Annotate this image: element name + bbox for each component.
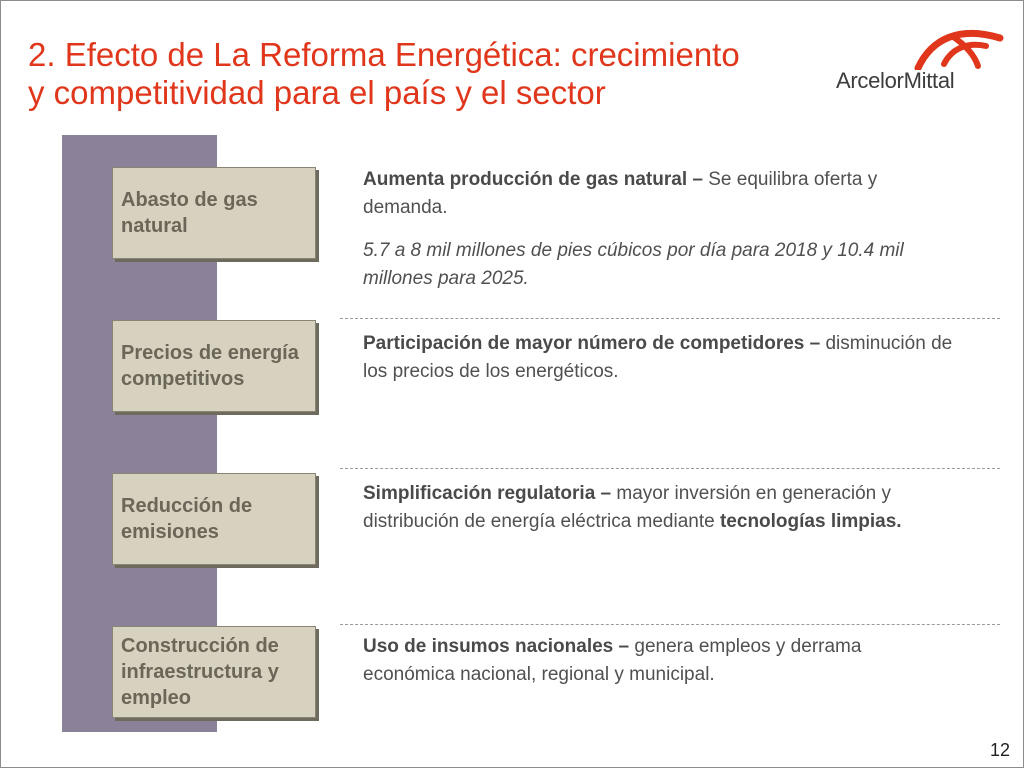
divider	[340, 318, 1000, 319]
desc-emissions-bold: Simplificación regulatoria –	[363, 483, 612, 504]
pillar-label: Precios de energía competitivos	[121, 342, 299, 390]
desc-infra-bold: Uso de insumos nacionales –	[363, 636, 630, 657]
page-number: 12	[990, 740, 1011, 760]
divider	[340, 624, 1000, 625]
desc-infrastructure	[363, 633, 953, 689]
title-line-2: y competitividad para el país y el sector	[28, 74, 606, 111]
desc-gas-text: Se equilibra oferta y demanda.	[363, 169, 878, 218]
pillar-label: Reducción de emisiones	[121, 495, 253, 543]
desc-emissions-bold-2: tecnologías limpias.	[719, 511, 902, 532]
pillar-label: Construcción de infraestructura y empleo	[121, 635, 279, 709]
arcelormittal-logo	[836, 24, 1006, 94]
title-line-1: 2. Efecto de La Reforma Energética: crecimiento	[28, 36, 740, 73]
pillar-gas-supply	[112, 167, 316, 259]
desc-prices-text: disminución de los precios de los energéticos.	[363, 333, 953, 382]
arcelormittal-logo-mark-icon	[912, 24, 1004, 70]
pillar-emissions	[112, 473, 316, 565]
desc-emissions	[363, 480, 953, 536]
desc-gas-supply	[363, 166, 953, 222]
desc-infra-text: genera empleos y derrama económica nacional, regional y municipal.	[363, 636, 862, 685]
divider	[340, 468, 1000, 469]
desc-gas-bold: Aumenta producción de gas natural –	[363, 169, 703, 190]
pillar-label: Abasto de gas natural	[121, 189, 258, 237]
desc-energy-prices	[363, 330, 953, 386]
pillar-infrastructure	[112, 626, 316, 718]
desc-emissions-text: mayor inversión en generación y distribución de energía eléctrica mediante	[363, 483, 891, 532]
desc-gas-forecast: 5.7 a 8 mil millones de pies cúbicos por día para 2018 y 10.4 mil millones para 2025.	[363, 240, 904, 289]
pillar-energy-prices	[112, 320, 316, 412]
slide-title	[28, 36, 908, 112]
desc-prices-bold: Participación de mayor número de competidores –	[363, 333, 821, 354]
logo-text: ArcelorMittal	[836, 68, 955, 93]
